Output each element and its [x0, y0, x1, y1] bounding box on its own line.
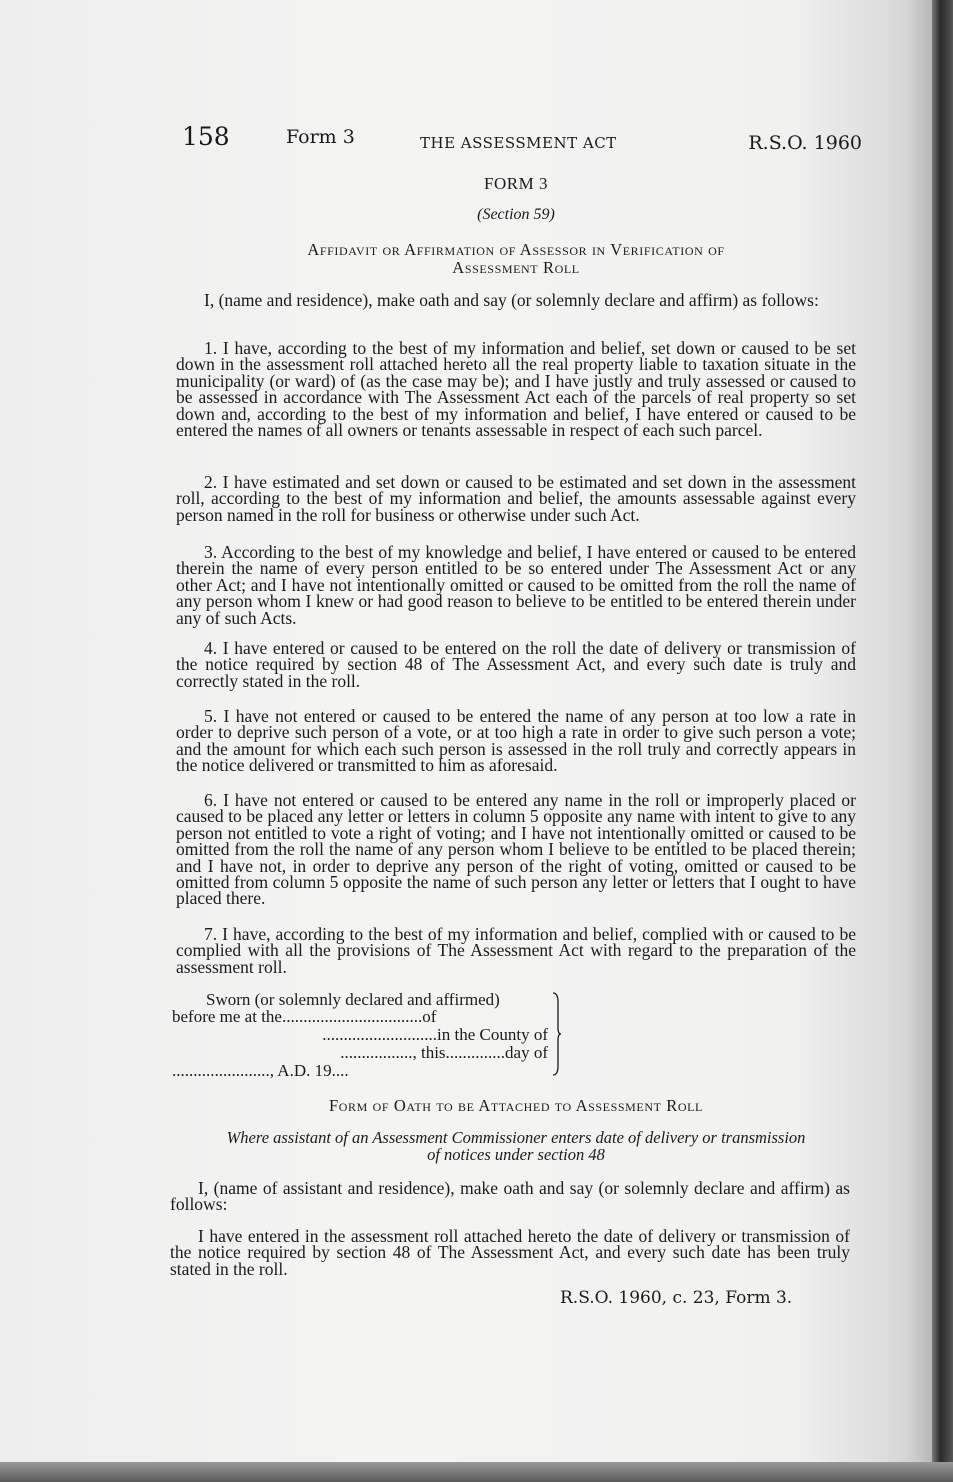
oath-subheading-line-1: Where assistant of an Assessment Commissioner enters date of delivery or transmission — [226, 1128, 806, 1147]
book-binding-edge — [932, 0, 953, 1482]
paragraph-5: 5. I have not entered or caused to be entered the name of any person at too low a rate in order to deprive such person of a vote, or at too high a rate in order to give such person a vote; and the amount for which each such person is assessed in the roll truly and correctly appears in the notice delivered or transmitted to him as aforesaid. — [176, 706, 856, 776]
statute-reference: R.S.O. 1960 — [748, 132, 862, 154]
page-header — [182, 122, 862, 158]
paragraph-4: 4. I have entered or caused to be entered on the roll the date of delivery or transmission of the notice required by section 48 of The Assessment Act, and every such date is truly and correctly stated in the roll. — [176, 638, 856, 691]
paragraph-2: 2. I have estimated and set down or caused to be estimated and set down in the assessment roll, according to the best of my information and belief, the amounts assessable against every person named in the roll for business or otherwise under such Act. — [176, 472, 856, 525]
oath-subheading-line-2: of notices under section 48 — [427, 1145, 605, 1164]
scan-bottom-edge — [0, 1462, 953, 1482]
jurat-brace — [552, 992, 562, 1076]
jurat-line-4: ................., this..............day of — [340, 1043, 548, 1062]
jurat-line-2: before me at the.................................of — [172, 1007, 437, 1026]
paragraph-6: 6. I have not entered or caused to be entered any name in the roll or improperly placed or caused to be placed any letter or letters in column 5 opposite any name with intent to give to any person not entitled to vote a right of voting; and I have not intentionally omitted or caused to be omitted from the roll the name of any person whom I believe to be entitled to be placed therein; and I have not, in order to deprive any person of the right of voting, omitted or caused to be omitted from column 5 opposite the name of such person any letter or letters that I ought to have placed there. — [176, 790, 856, 909]
intro-paragraph: I, (name and residence), make oath and say (or solemnly declare and affirm) as follows: — [204, 290, 819, 310]
oath-heading: Form of Oath to be Attached to Assessment Roll — [329, 1096, 703, 1115]
jurat-block — [172, 990, 562, 1080]
form-reference: Form 3 — [286, 126, 355, 148]
paragraph-3: 3. According to the best of my knowledge and belief, I have entered or caused to be entered therein the name of every person entitled to be so entered under The Assessment Act or any other Act; and I have not intentionally omitted or caused to be omitted from the roll the name of any person whom I knew or had good reason to believe to be entitled to be entered therein under any of such Acts. — [176, 542, 856, 628]
oath-intro: I, (name of assistant and residence), make oath and say (or solemnly declare and affirm) as follows: — [170, 1178, 850, 1215]
act-title: THE ASSESSMENT ACT — [420, 134, 617, 152]
jurat-line-1: Sworn (or solemnly declared and affirmed) — [206, 990, 500, 1009]
jurat-line-5: ......................., A.D. 19.... — [172, 1061, 349, 1080]
statute-citation: R.S.O. 1960, c. 23, Form 3. — [560, 1288, 793, 1308]
section-reference: (Section 59) — [477, 206, 555, 223]
affidavit-heading-line-1: Affidavit or Affirmation of Assessor in Verification of — [307, 240, 725, 259]
paragraph-7: 7. I have, according to the best of my information and belief, complied with or caused to be complied with all the provisions of The Assessment Act with regard to the preparation of the assessment roll. — [176, 924, 856, 977]
oath-body: I have entered in the assessment roll attached hereto the date of delivery or transmission of the notice required by section 48 of The Assessment Act, and every such date has been truly stated in the roll. — [170, 1226, 850, 1279]
page-number: 158 — [182, 122, 230, 151]
paragraph-1: 1. I have, according to the best of my information and belief, set down or caused to be set down in the assessment roll attached hereto all the real property liable to taxation situate in the municipality (or ward) of (as the case may be); and I have justly and truly assessed or caused to be assessed in accordance with The Assessment Act each of the parcels of real property so set down and, according to the best of my information and belief, I have entered or caused to be entered the names of all owners or tenants assessable in respect of each such parcel. — [176, 338, 856, 441]
jurat-line-3: ...........................in the County of — [322, 1025, 548, 1044]
form-title: FORM 3 — [484, 174, 548, 193]
affidavit-heading-line-2: Assessment Roll — [452, 258, 580, 277]
